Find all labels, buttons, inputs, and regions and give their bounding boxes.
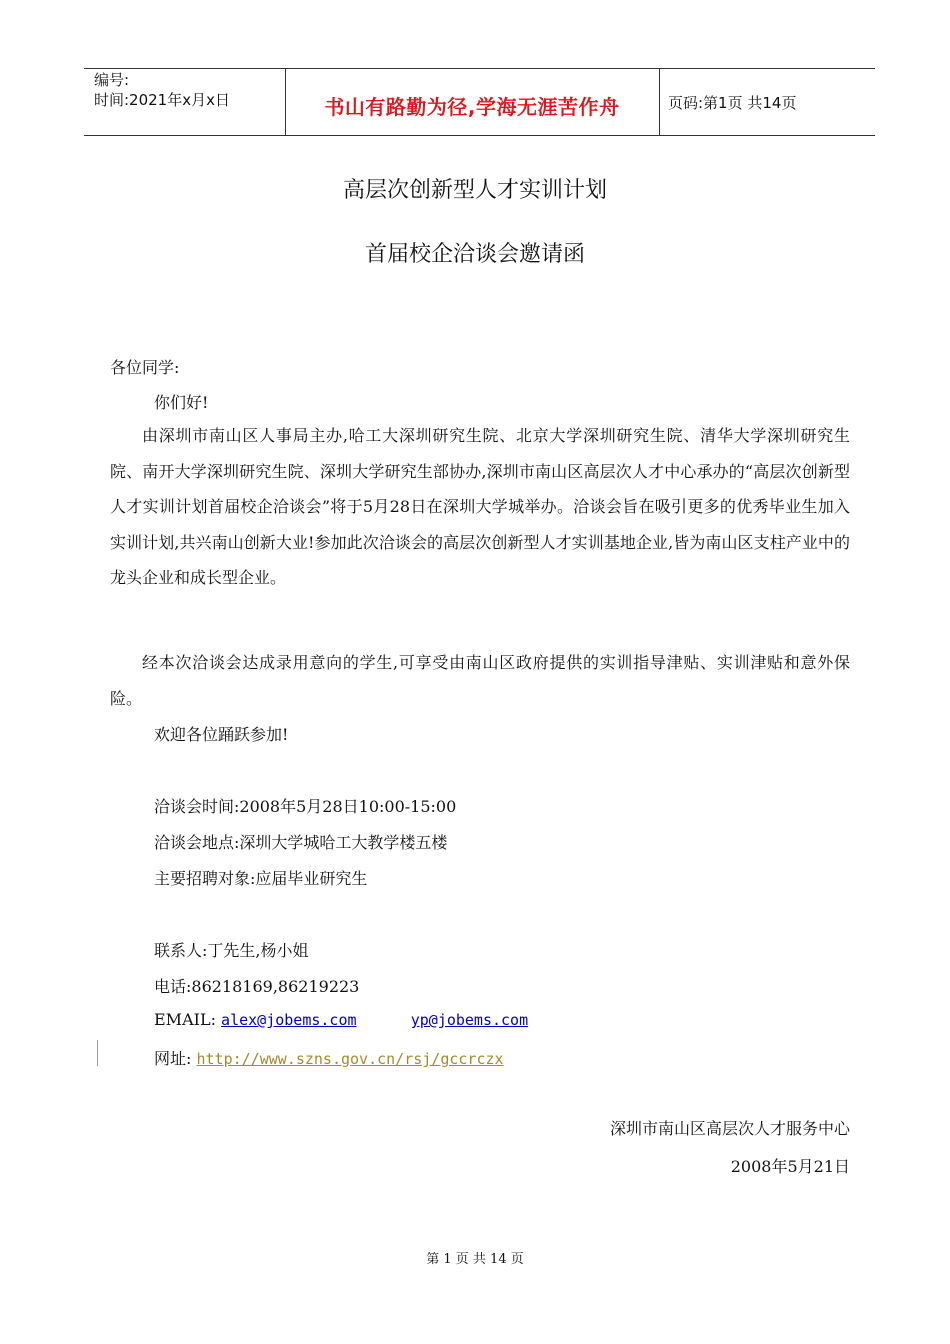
contact-email-line	[154, 1010, 528, 1029]
contact-phone: 电话:86218169,86219223	[154, 977, 360, 996]
event-time: 洽谈会时间:2008年5月28日10:00-15:00	[154, 797, 457, 816]
header-page-number: 页码:第1页 共14页	[668, 94, 797, 112]
event-target: 主要招聘对象:应届毕业研究生	[154, 869, 368, 888]
page-subtitle: 首届校企洽谈会邀请函	[364, 242, 585, 267]
website-link[interactable]: http://www.szns.gov.cn/rsj/gccrczx	[196, 1050, 504, 1068]
revision-bar	[97, 1040, 98, 1066]
email-link-alex[interactable]: alex@jobems.com	[221, 1011, 357, 1029]
email-label: EMAIL:	[154, 1010, 216, 1029]
signature-date: 2008年5月21日	[730, 1157, 850, 1176]
document-number-label: 编号:	[94, 71, 130, 89]
page-footer: 第 1 页 共 14 页	[426, 1252, 524, 1267]
document-time-label: 时间:2021年x月x日	[94, 91, 230, 109]
contact-person: 联系人:丁先生,杨小姐	[154, 941, 309, 960]
email-link-yp[interactable]: yp@jobems.com	[410, 1011, 529, 1029]
header-bottom-border	[84, 135, 875, 136]
header-divider-right	[659, 68, 660, 136]
body-paragraph-2: 经本次洽谈会达成录用意向的学生,可享受由南山区政府提供的实训指导津贴、实训津贴和意外保险。	[110, 653, 850, 708]
web-label: 网址:	[154, 1049, 192, 1068]
greeting: 你们好!	[154, 393, 209, 412]
contact-web-line	[154, 1046, 504, 1069]
salutation: 各位同学:	[110, 358, 180, 377]
body-paragraph-1: 由深圳市南山区人事局主办,哈工大深圳研究生院、北京大学深圳研究生院、清华大学深圳研究生院、南开大学深圳研究生院、深圳大学研究生部协办,深圳市南山区高层次人才中心承办的“高层次创新型人才实训计划首届校企洽谈会”将于5月28日在深圳大学城举办。洽谈会旨在吸引更多的优秀毕业生加入实训计划,共兴南山创新大业!参加此次洽谈会的高层次创新型人才实训基地企业,皆为南山区支柱产业中的龙头企业和成长型企业。	[110, 426, 850, 588]
header-top-border	[84, 68, 875, 69]
header-motto: 书山有路勤为径,学海无涯苦作舟	[324, 95, 620, 119]
event-place: 洽谈会地点:深圳大学城哈工大教学楼五楼	[154, 833, 448, 852]
welcome-line: 欢迎各位踊跃参加!	[154, 725, 289, 744]
page-title: 高层次创新型人才实训计划	[342, 178, 607, 203]
signature-org: 深圳市南山区高层次人才服务中心	[609, 1119, 850, 1138]
header-meta	[94, 70, 230, 110]
